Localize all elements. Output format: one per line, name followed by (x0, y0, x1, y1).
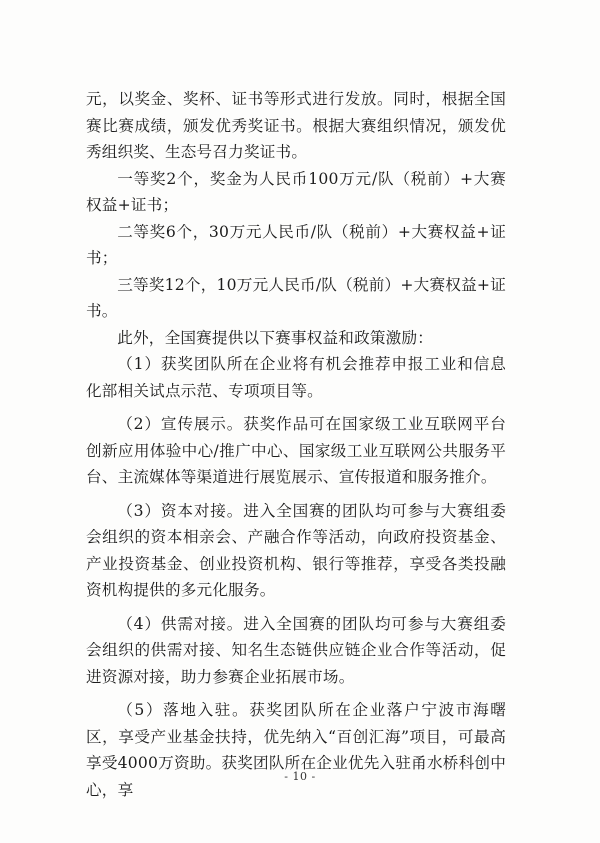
paragraph-item-3: （3）资本对接。进入全国赛的团队均可参与大赛组委会组织的资本相亲会、产融合作等活动，向政府投资基金、产业投资基金、创业投资机构、银行等推荐，享受各类投融资机构提供的多元化服务。 (86, 501, 506, 599)
paragraph-item-1: （1）获奖团队所在企业将有机会推荐申报工业和信息化部相关试点示范、专项项目等。 (86, 355, 506, 400)
paragraph-item-2: （2）宣传展示。获奖作品可在国家级工业互联网平台创新应用体验中心/推广中心、国家级工业互联网公共服务平台、主流媒体等渠道进行展览展示、宣传报道和服务推介。 (86, 415, 506, 486)
paragraph-first-prize: 一等奖2个，奖金为人民币100万元/队（税前）+大赛权益+证书； (86, 169, 506, 214)
paragraph-item-5: （5）落地入驻。获奖团队所在企业落户宁波市海曙区，享受产业基金扶持，优先纳入“百创汇海”项目，可最高享受4000万资助。获奖团队所在企业优先入驻甬水桥科创中心，享 (86, 701, 506, 799)
paragraph-item-4: （4）供需对接。进入全国赛的团队均可参与大赛组委会组织的供需对接、知名生态链供应链企业合作等活动，促进资源对接，助力参赛企业拓展市场。 (86, 614, 506, 686)
body-text (86, 86, 506, 803)
paragraph-third-prize: 三等奖12个，10万元人民币/队（税前）+大赛权益+证书。 (86, 275, 506, 320)
paragraph-incentives-intro: 此外，全国赛提供以下赛事权益和政策激励： (117, 328, 434, 347)
paragraph-second-prize: 二等奖6个，30万元人民币/队（税前）+大赛权益+证书； (86, 222, 506, 267)
paragraph-award-continuation: 元，以奖金、奖杯、证书等形式进行发放。同时，根据全国赛比赛成绩，颁发优秀奖证书。根据大赛组织情况，颁发优秀组织奖、生态号召力奖证书。 (86, 90, 506, 161)
page-number: - 10 - (284, 770, 316, 783)
